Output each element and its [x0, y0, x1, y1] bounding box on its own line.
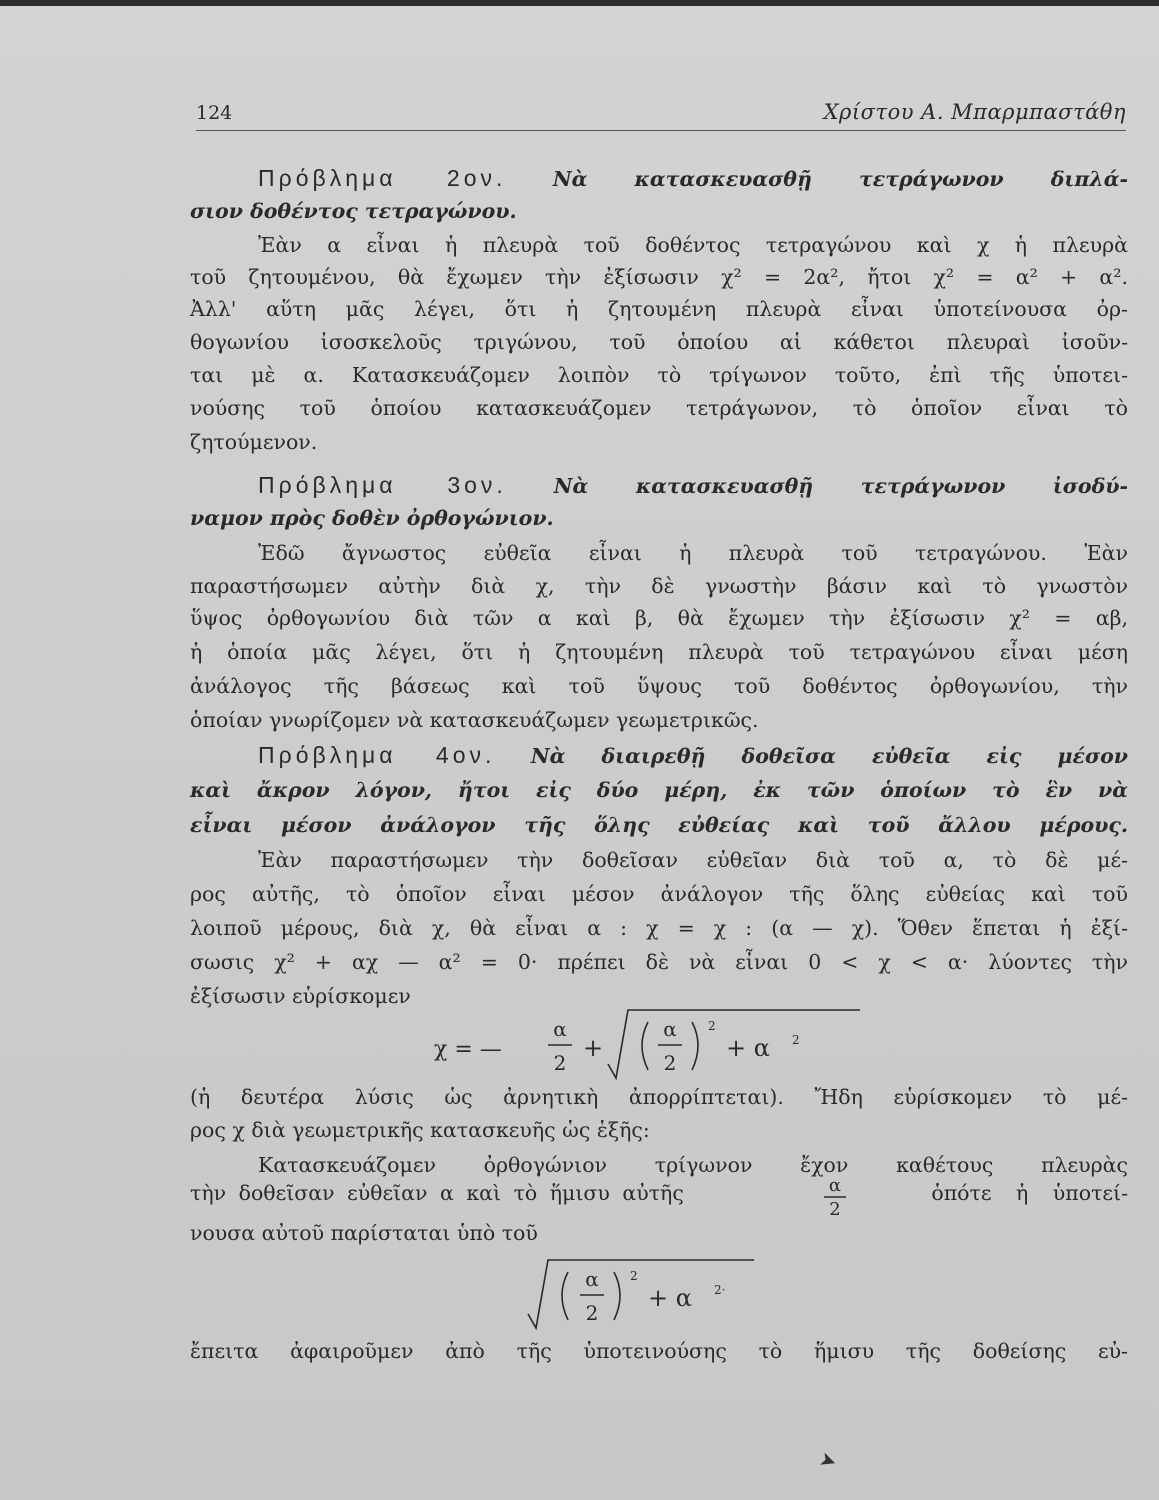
formula2-exp: 2: [630, 1269, 638, 1283]
problem4-line-1: Ἐὰν παραστήσωμεν τὴν δοθεῖσαν εὐθεῖαν διὰ τοῦ α, τὸ δὲ μέ-: [258, 848, 1128, 872]
problem2-line-2: τοῦ ζητουμένου, θὰ ἔχωμεν τὴν ἐξίσωσιν χ² = 2α², ἤτοι χ² = α² + α².: [190, 265, 1128, 289]
formula2-inner-den: 2: [585, 1301, 599, 1325]
formula2-left-paren: [562, 1272, 568, 1320]
formula1-exp: 2: [708, 1019, 716, 1033]
formula1-lhs: χ = —: [434, 1037, 502, 1062]
problem4-title-1: Νὰ διαιρεθῇ δοθεῖσα εὐθεῖα εἰς μέσον: [530, 744, 1128, 768]
para2-frac-den: 2: [829, 1199, 841, 1217]
problem3-line-4: ἡ ὁποία μᾶς λέγει, ὅτι ἡ ζητουμένη πλευρὰ τοῦ τετραγώνου εἶναι μέση: [190, 640, 1128, 664]
problem4-label: Πρόβλημα 4ον.: [258, 742, 496, 768]
running-head: Χρίστου Α. Μπαρμπαστάθη: [823, 100, 1126, 124]
problem3-line-5: ἀνάλογος τῆς βάσεως καὶ τοῦ ὕψους τοῦ δοθέντος ὀρθογωνίου, τὴν: [190, 674, 1128, 698]
problem4-para2-line-3: νουσα αὐτοῦ παρίσταται ὑπὸ τοῦ: [190, 1221, 538, 1245]
page-number: 124: [196, 102, 233, 124]
formula1-left-paren: [642, 1022, 648, 1070]
formula2-inner-num: α: [585, 1267, 599, 1291]
problem4-title-3: εἶναι μέσον ἀνάλογον τῆς ὅλης εὐθείας καὶ τοῦ ἄλλου μέρους.: [190, 813, 1128, 837]
formula1-inner-num: α: [663, 1017, 677, 1041]
page-turn-arrow-icon: ➤: [816, 1445, 841, 1475]
problem2-line-5: ται μὲ α. Κατασκευάζομεν λοιπὸν τὸ τρίγωνον τοῦτο, ἐπὶ τῆς ὑποτει-: [190, 363, 1128, 387]
problem3-line-2: παραστήσωμεν αὐτὴν διὰ χ, τὴν δὲ γνωστὴν βάσιν καὶ τὸ γνωστὸν: [190, 574, 1128, 598]
formula-hypotenuse: [522, 1258, 762, 1334]
formula1-inner-den: 2: [663, 1051, 677, 1075]
problem3-line-3: ὕψος ὀρθογωνίου διὰ τῶν α καὶ β, θὰ ἔχωμεν τὴν ἐξίσωσιν χ² = αβ,: [190, 606, 1128, 630]
para2-frac-num: α: [828, 1175, 842, 1196]
formula1-plus: +: [583, 1034, 604, 1062]
para2-line2-text-b: ὁπότε ἡ ὑποτεί-: [931, 1181, 1128, 1205]
page-header: [196, 96, 1126, 128]
problem2-line-3: Ἀλλ' αὕτη μᾶς λέγει, ὅτι ἡ ζητουμένη πλευρὰ εἶναι ὑποτείνουσα ὀρ-: [190, 297, 1128, 321]
problem3-title-2: ναμον πρὸς δοθὲν ὀρθογώνιον.: [190, 506, 554, 530]
problem4-title-2: καὶ ἄκρον λόγον, ἤτοι εἰς δύο μέρη, ἐκ τῶν ὁποίων τὸ ἓν νὰ: [190, 778, 1128, 802]
formula1-den: 2: [553, 1051, 567, 1075]
problem4-line-2: ρος αὐτῆς, τὸ ὁποῖον εἶναι μέσον ἀνάλογον τῆς ὅλης εὐθείας καὶ τοῦ: [190, 882, 1128, 906]
para2-inline-fraction: [818, 1175, 852, 1217]
problem4-final-line: ἔπειτα ἀφαιροῦμεν ἀπὸ τῆς ὑποτεινούσης τὸ ἥμισυ τῆς δοθείσης εὐ-: [190, 1339, 1128, 1363]
formula1-tail: + α: [726, 1034, 770, 1062]
problem2-heading: [258, 163, 1128, 194]
header-rule: [196, 130, 1126, 131]
formula2-right-paren: [614, 1272, 620, 1320]
problem4-after-1: (ἡ δευτέρα λύσις ὡς ἀρνητικὴ ἀπορρίπτεται). Ἤδη εὑρίσκομεν τὸ μέ-: [190, 1085, 1128, 1109]
problem4-line-3: λοιποῦ μέρους, διὰ χ, θὰ εἶναι α : χ = χ : (α — χ). Ὅθεν ἕπεται ἡ ἐξί-: [190, 916, 1128, 940]
problem4-line-5: ἐξίσωσιν εὑρίσκομεν: [190, 984, 411, 1008]
problem4-after-2: ρος χ διὰ γεωμετρικῆς κατασκευῆς ὡς ἑξῆς:: [190, 1118, 650, 1142]
problem4-para2-line-1: Κατασκευάζομεν ὀρθογώνιον τρίγωνον ἔχον καθέτους πλευρὰς: [258, 1153, 1128, 1177]
problem3-line-1: Ἐδῶ ἄγνωστος εὐθεῖα εἶναι ἡ πλευρὰ τοῦ τετραγώνου. Ἐὰν: [258, 541, 1128, 565]
formula1-tail-exp: 2: [792, 1033, 800, 1047]
problem3-heading: [258, 470, 1128, 501]
formula2-tail-exp: 2·: [714, 1283, 726, 1297]
problem2-title-1: Νὰ κατασκευασθῇ τετράγωνον διπλά-: [552, 167, 1128, 191]
problem4-para2-line-2: [190, 1175, 1128, 1215]
para2-line2-text-a: τὴν δοθεῖσαν εὐθεῖαν α καὶ τὸ ἥμισυ αὐτῆς: [190, 1181, 684, 1205]
problem4-heading: [258, 740, 1128, 771]
formula1-num: α: [553, 1017, 567, 1041]
problem2-line-1: Ἐὰν α εἶναι ἡ πλευρὰ τοῦ δοθέντος τετραγώνου καὶ χ ἡ πλευρὰ: [258, 233, 1128, 257]
problem3-label: Πρόβλημα 3ον.: [258, 472, 507, 498]
scan-top-edge: [0, 0, 1159, 6]
problem3-line-6: ὁποίαν γνωρίζομεν νὰ κατασκευάζωμεν γεωμετρικῶς.: [190, 708, 759, 732]
problem2-label: Πρόβλημα 2ον.: [258, 165, 507, 191]
problem2-line-6: νούσης τοῦ ὁποίου κατασκευάζομεν τετράγωνον, τὸ ὁποῖον εἶναι τὸ: [190, 396, 1128, 420]
problem2-line-4: θογωνίου ἰσοσκελοῦς τριγώνου, τοῦ ὁποίου αἱ κάθετοι πλευραὶ ἰσοῦν-: [190, 330, 1128, 354]
formula-quadratic-solution: [420, 1008, 870, 1084]
problem4-line-4: σωσις χ² + αχ — α² = 0· πρέπει δὲ νὰ εἶναι 0 < χ < α· λύοντες τὴν: [190, 950, 1128, 974]
formula2-tail: + α: [648, 1284, 692, 1312]
formula1-right-paren: [692, 1022, 698, 1070]
problem2-title-2: σιον δοθέντος τετραγώνου.: [190, 199, 517, 223]
problem2-line-7: ζητούμενον.: [190, 430, 318, 454]
problem3-title-1: Νὰ κατασκευασθῇ τετράγωνον ἰσοδύ-: [553, 474, 1128, 498]
